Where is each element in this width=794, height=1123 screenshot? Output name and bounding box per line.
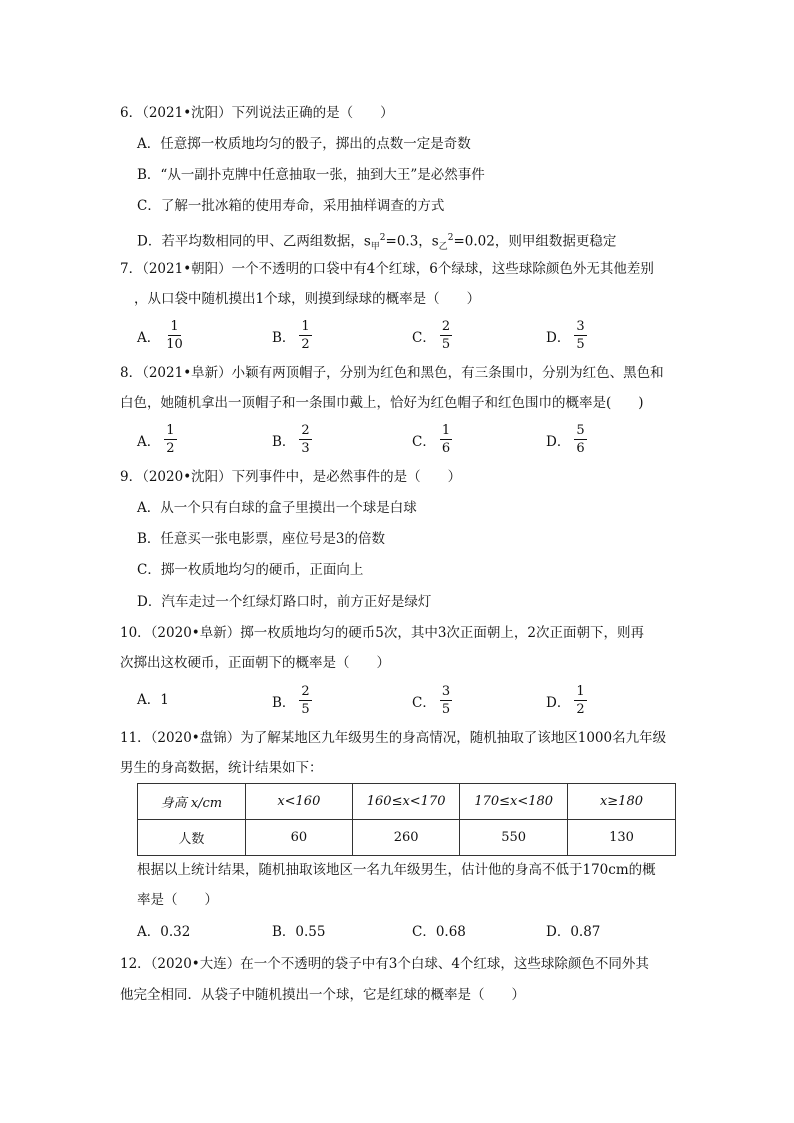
q10-a-text: A．1 <box>137 692 169 708</box>
q8-option-c <box>412 424 452 455</box>
q6-d-post: =0.02，则甲组数据更稳定 <box>453 233 617 250</box>
q7-b-num: 1 <box>301 319 310 334</box>
q8-a-den: 2 <box>166 441 175 456</box>
table-cell: 身高 x/cm <box>138 784 246 820</box>
q7-a-num: 1 <box>170 319 179 334</box>
q7-stem-line2: ，从口袋中随机摸出1个球，则摸到绿球的概率是（ ） <box>134 291 481 307</box>
q8-c-label: C． <box>412 433 436 450</box>
q8-d-fraction <box>574 424 586 455</box>
q9-option-a: A．从一个只有白球的盒子里摸出一个球是白球 <box>137 500 417 516</box>
q6-d-pre: D．若平均数相同的甲、乙两组数据，s <box>137 233 371 250</box>
q6-option-d <box>137 228 616 257</box>
q11-after-line1: 根据以上统计结果，随机抽取该地区一名九年级男生，估计他的身高不低于170cm的概 <box>137 862 656 878</box>
q8-b-num: 2 <box>301 423 310 438</box>
q8-stem-line1: 8．（2021•阜新）小颖有两顶帽子，分别为红色和黑色，有三条围巾，分别为红色、黑色和 <box>120 365 664 381</box>
q7-option-b <box>272 320 312 351</box>
q7-stem-line1: 7．（2021•朝阳）一个不透明的口袋中有4个红球，6个绿球，这些球除颜色外无其他差别 <box>120 261 654 277</box>
q8-option-d <box>546 424 587 455</box>
q7-d-den: 5 <box>576 337 585 352</box>
q6-stem: 6．（2021•沈阳）下列说法正确的是（ ） <box>120 105 394 121</box>
table-cell: 170≤x<180 <box>460 784 568 820</box>
q7-b-fraction <box>299 320 311 351</box>
table-cell: 550 <box>460 820 568 856</box>
q11-option-d: D．0.87 <box>546 924 601 940</box>
q8-d-num: 5 <box>576 423 585 438</box>
q7-a-den: 10 <box>166 337 183 352</box>
q10-b-label: B． <box>272 694 296 711</box>
q7-option-c <box>412 320 452 351</box>
q11-option-a: A．0.32 <box>137 924 191 940</box>
table-row <box>138 820 676 856</box>
q10-b-den: 5 <box>301 702 310 717</box>
q8-c-fraction <box>440 424 452 455</box>
q10-d-fraction <box>574 685 586 716</box>
q6-option-b: B．“从一副扑克牌中任意抽取一张，抽到大王”是必然事件 <box>137 167 485 183</box>
q7-d-num: 3 <box>576 319 585 334</box>
q6-d-sub2: 乙 <box>438 242 448 253</box>
q8-b-fraction <box>299 424 311 455</box>
q8-c-den: 6 <box>441 441 451 456</box>
q10-b-fraction <box>299 685 311 716</box>
q10-c-num: 3 <box>441 684 451 699</box>
q7-c-label: C． <box>412 329 436 346</box>
q6-d-sub1: 甲 <box>370 242 380 253</box>
q6-option-c: C．了解一批冰箱的使用寿命，采用抽样调查的方式 <box>137 198 445 214</box>
q6-d-sup1: 2 <box>379 233 386 243</box>
q10-option-d <box>546 685 587 716</box>
q9-stem: 9．（2020•沈阳）下列事件中，是必然事件的是（ ） <box>120 469 462 485</box>
q11-stats-table <box>137 783 676 856</box>
q7-option-d <box>546 320 587 351</box>
q8-a-num: 1 <box>166 423 175 438</box>
q10-d-label: D． <box>546 694 571 711</box>
q9-option-d: D．汽车走过一个红绿灯路口时，前方正好是绿灯 <box>137 594 432 610</box>
q10-option-c <box>412 685 452 716</box>
q11-stem-line1: 11．（2020•盘锦）为了解某地区九年级男生的身高情况，随机抽取了该地区1000名九年级 <box>120 730 667 746</box>
q7-c-fraction <box>440 320 452 351</box>
q7-option-a <box>137 320 185 351</box>
q7-d-label: D． <box>546 329 571 346</box>
q7-d-fraction <box>574 320 586 351</box>
q8-b-label: B． <box>272 433 296 450</box>
table-cell: x≥180 <box>567 784 675 820</box>
q8-stem-line2: 白色，她随机拿出一顶帽子和一条围巾戴上，恰好为红色帽子和红色围巾的概率是( ) <box>120 395 644 411</box>
q10-d-num: 1 <box>576 684 585 699</box>
q8-option-a <box>137 424 177 455</box>
q10-c-label: C． <box>412 694 436 711</box>
q12-stem-line2: 他完全相同．从袋子中随机摸出一个球，它是红球的概率是（ ） <box>120 987 525 1003</box>
q11-stem-line2: 男生的身高数据，统计结果如下： <box>120 760 323 776</box>
q11-option-b: B．0.55 <box>272 924 326 940</box>
table-header-row <box>138 784 676 820</box>
table-cell: 260 <box>352 820 460 856</box>
q10-c-den: 5 <box>441 702 451 717</box>
table-cell: 人数 <box>138 820 246 856</box>
q7-a-label: A． <box>137 329 161 346</box>
q9-option-c: C．掷一枚质地均匀的硬币，正面向上 <box>137 562 364 578</box>
q8-b-den: 3 <box>301 441 310 456</box>
table-cell: x<160 <box>245 784 352 820</box>
table-cell: 60 <box>245 820 352 856</box>
q11-option-c: C．0.68 <box>412 924 466 940</box>
q10-d-den: 2 <box>576 702 585 717</box>
q8-d-label: D． <box>546 433 571 450</box>
q8-a-fraction <box>164 424 176 455</box>
q8-a-label: A． <box>137 433 161 450</box>
q7-a-fraction <box>164 320 185 351</box>
q10-option-b <box>272 685 312 716</box>
q6-option-a: A．任意掷一枚质地均匀的骰子，掷出的点数一定是奇数 <box>137 136 471 152</box>
q8-c-num: 1 <box>441 423 451 438</box>
q10-stem-line2: 次掷出这枚硬币，正面朝下的概率是（ ） <box>120 655 390 671</box>
q8-d-den: 6 <box>576 441 585 456</box>
q10-c-fraction <box>440 685 452 716</box>
table-cell: 160≤x<170 <box>352 784 460 820</box>
q8-option-b <box>272 424 312 455</box>
q10-b-num: 2 <box>301 684 310 699</box>
q12-stem-line1: 12．（2020•大连）在一个不透明的袋子中有3个白球、4个红球，这些球除颜色不同外其 <box>120 956 649 972</box>
q7-c-num: 2 <box>441 319 451 334</box>
q7-b-label: B． <box>272 329 296 346</box>
q7-b-den: 2 <box>301 337 310 352</box>
q11-after-line2: 率是（ ） <box>137 892 218 908</box>
table-cell: 130 <box>567 820 675 856</box>
q6-d-mid: =0.3，s <box>385 233 439 250</box>
q9-option-b: B．任意买一张电影票，座位号是3的倍数 <box>137 531 386 547</box>
q10-stem-line1: 10．（2020•阜新）掷一枚质地均匀的硬币5次，其中3次正面朝上，2次正面朝下，则再 <box>120 625 645 641</box>
q7-c-den: 5 <box>441 337 451 352</box>
q6-d-sup2: 2 <box>447 233 454 243</box>
q10-option-a <box>137 688 169 708</box>
